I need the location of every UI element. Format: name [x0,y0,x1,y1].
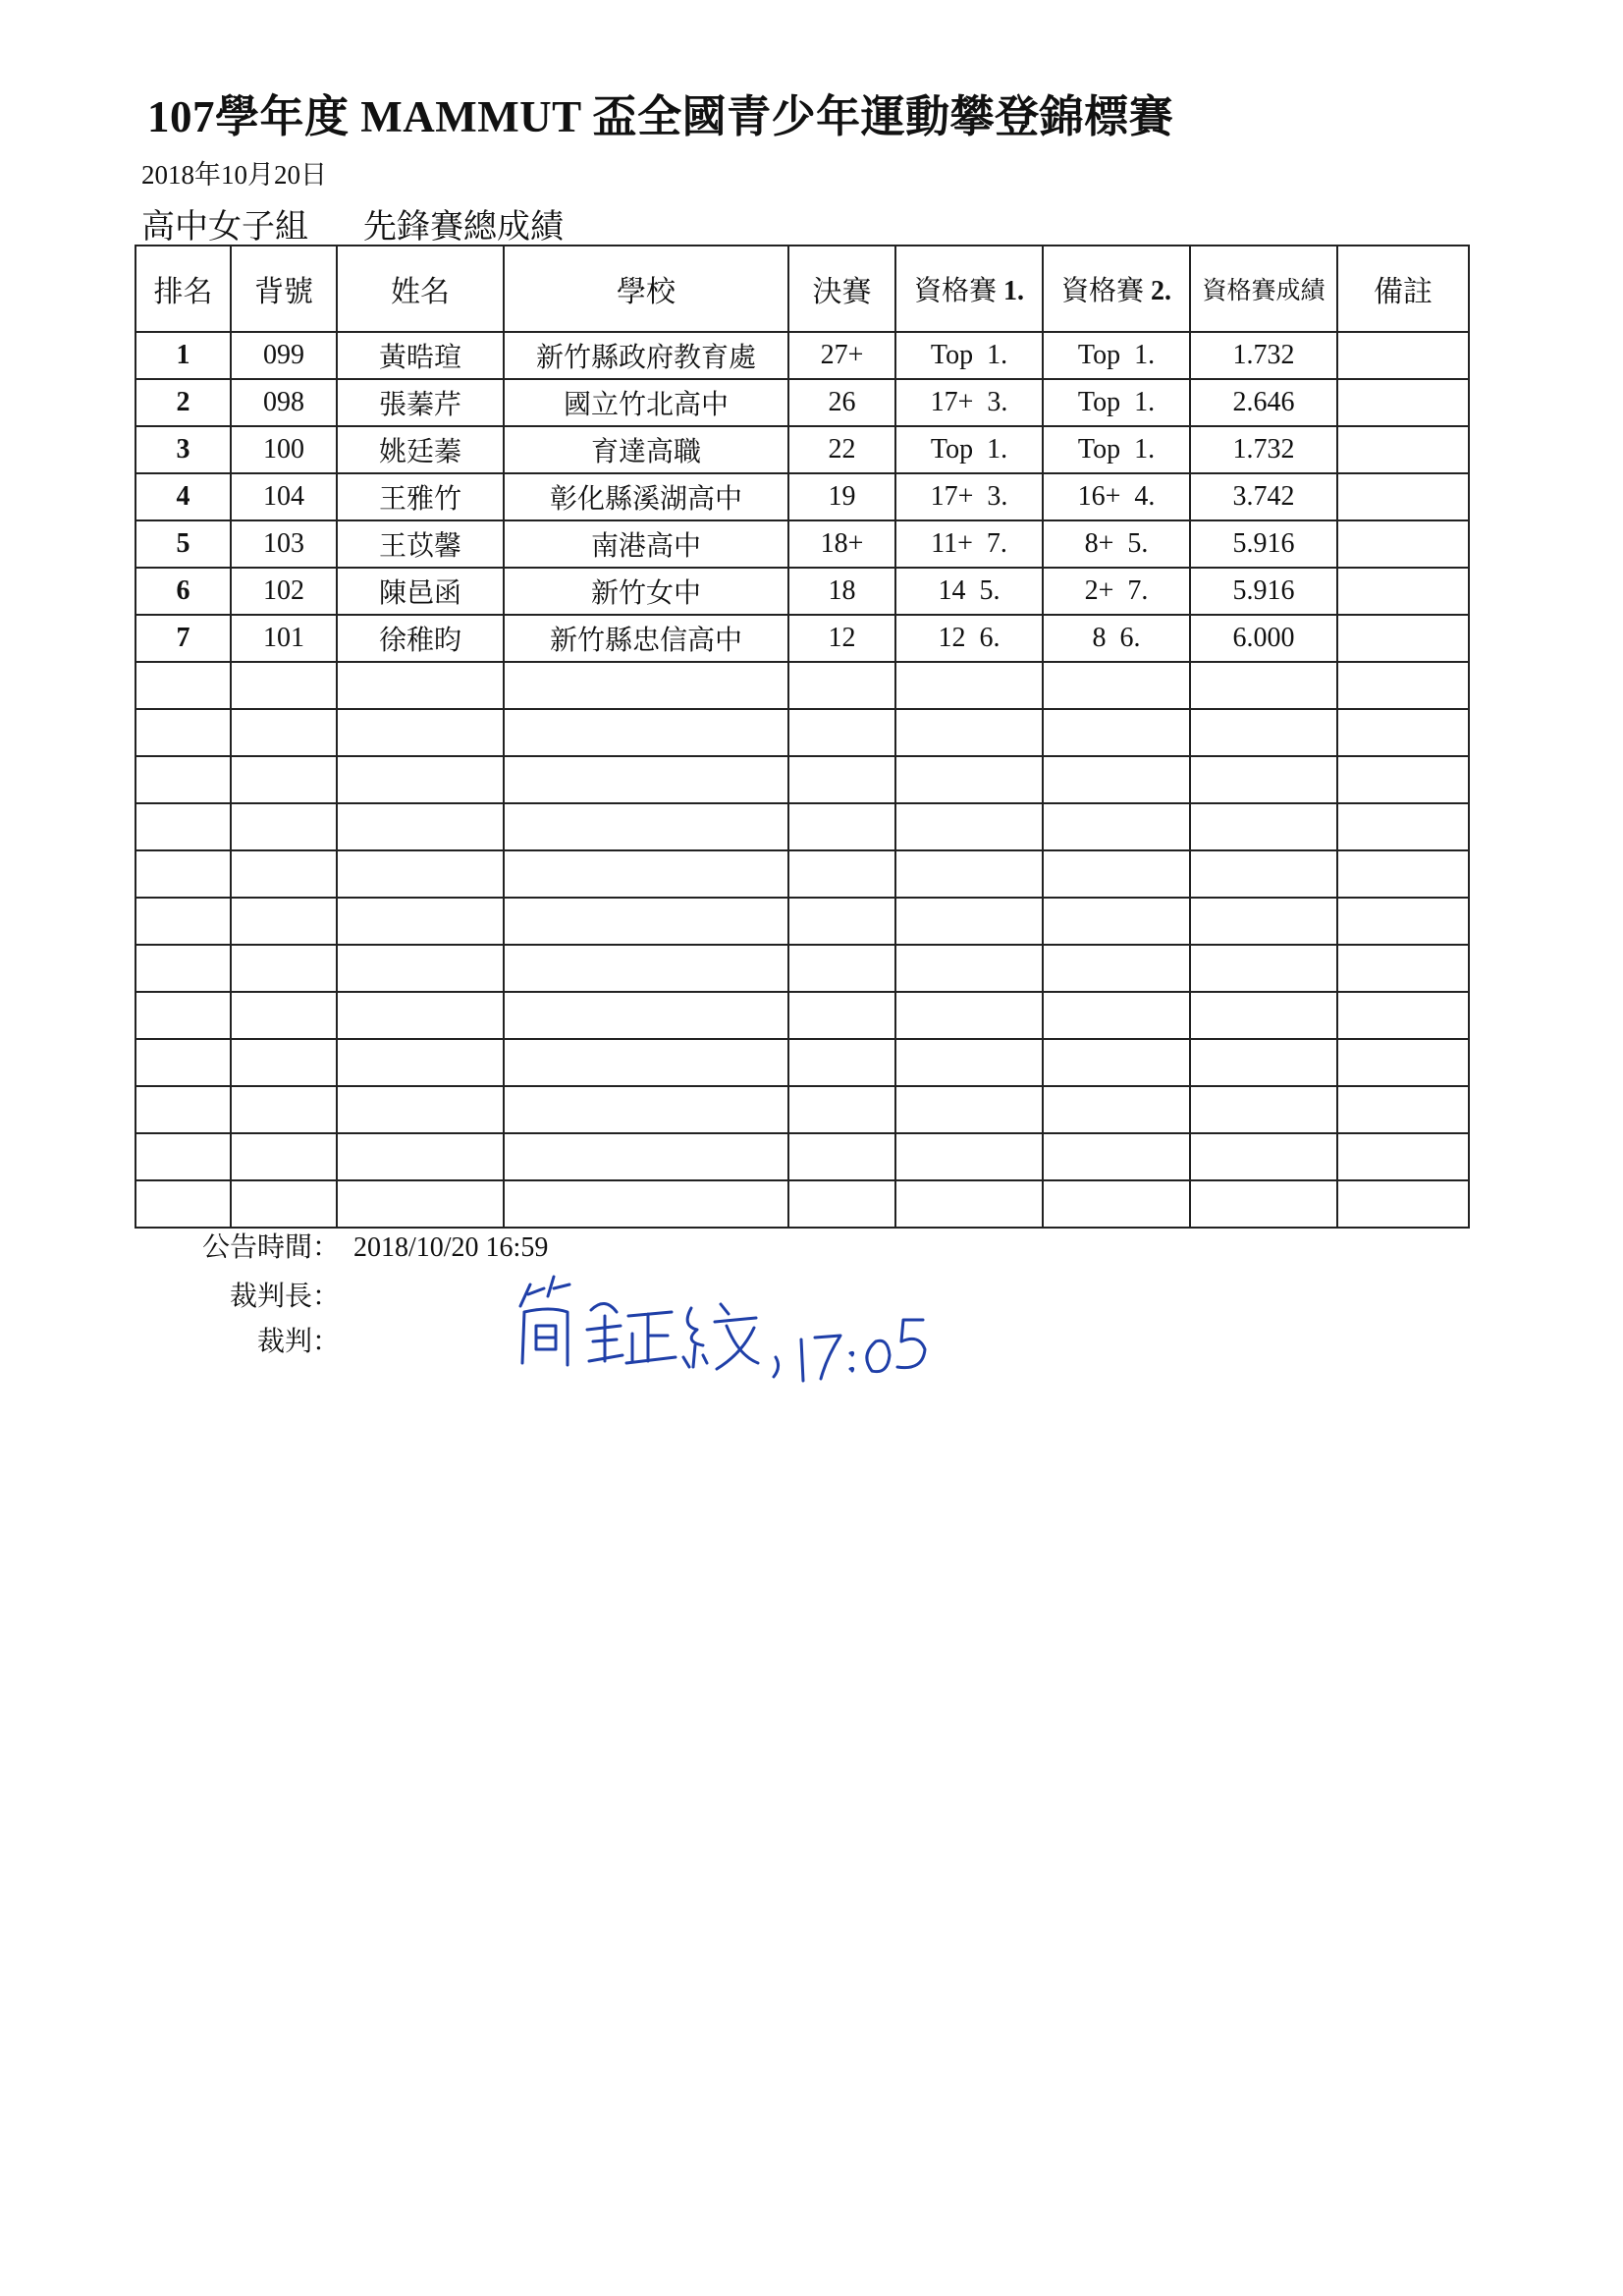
empty-row [135,850,1469,898]
col-header-rank: 排名 [135,246,231,332]
empty-cell [231,803,337,850]
empty-cell [788,662,895,709]
cell-qual-points: 3.742 [1190,473,1337,520]
empty-cell [231,992,337,1039]
cell-final: 18+ [788,520,895,568]
cell-q2-score: Top [1077,434,1121,465]
empty-cell [231,850,337,898]
cell-school: 新竹縣政府教育處 [504,332,788,379]
empty-cell [788,709,895,756]
cell-name: 黃晧瑄 [337,332,504,379]
event-label: 先鋒賽總成績 [363,207,564,246]
cell-rank: 4 [135,473,231,520]
table-row [135,615,1469,662]
empty-cell [504,850,788,898]
col-header-note: 備註 [1337,246,1469,332]
empty-cell [1043,1133,1190,1180]
empty-cell [1337,945,1469,992]
cell-name: 姚廷蓁 [337,426,504,473]
cell-q2-rank: 1. [1134,387,1156,417]
cell-rank: 6 [135,568,231,615]
empty-cell [231,1133,337,1180]
cell-q2-rank: 5. [1127,528,1149,559]
empty-cell [231,898,337,945]
empty-cell [1043,1039,1190,1086]
empty-row [135,1039,1469,1086]
cell-qual-points: 5.916 [1190,568,1337,615]
table-header-row [135,246,1469,332]
table-row [135,379,1469,426]
empty-row [135,709,1469,756]
cell-final: 18 [788,568,895,615]
cell-q1-rank: 3. [987,387,1008,417]
cell-note [1337,379,1469,426]
empty-cell [231,1180,337,1228]
empty-cell [1337,1133,1469,1180]
cell-bib: 100 [231,426,337,473]
cell-q1 [895,332,1043,379]
cell-q2-rank: 1. [1134,340,1156,370]
cell-bib: 099 [231,332,337,379]
cell-bib: 104 [231,473,337,520]
empty-cell [1190,756,1337,803]
empty-cell [1337,662,1469,709]
cell-q1 [895,520,1043,568]
empty-cell [788,1039,895,1086]
empty-cell [337,1086,504,1133]
cell-q2-rank: 1. [1134,434,1156,465]
cell-school: 國立竹北高中 [504,379,788,426]
empty-cell [1043,850,1190,898]
judge-label: 裁判： [256,1325,340,1357]
empty-cell [788,898,895,945]
empty-cell [337,992,504,1039]
cell-q1 [895,568,1043,615]
empty-cell [504,1180,788,1228]
cell-bib: 103 [231,520,337,568]
table-row [135,568,1469,615]
cell-q1 [895,615,1043,662]
empty-row [135,1180,1469,1228]
cell-final: 26 [788,379,895,426]
empty-cell [895,1133,1043,1180]
table-row [135,426,1469,473]
cell-rank: 1 [135,332,231,379]
empty-cell [135,1086,231,1133]
empty-cell [135,709,231,756]
cell-q1-rank: 6. [979,623,1001,653]
announce-time-label: 公告時間： [201,1230,340,1263]
empty-cell [135,1133,231,1180]
cell-bib: 098 [231,379,337,426]
cell-note [1337,332,1469,379]
cell-final: 27+ [788,332,895,379]
cell-school: 育達高職 [504,426,788,473]
empty-cell [337,709,504,756]
cell-q2 [1043,568,1190,615]
empty-cell [1337,709,1469,756]
empty-cell [504,898,788,945]
cell-name: 王苡馨 [337,520,504,568]
empty-cell [895,850,1043,898]
empty-row [135,756,1469,803]
empty-cell [504,1133,788,1180]
empty-cell [895,756,1043,803]
cell-bib: 101 [231,615,337,662]
cell-q2 [1043,615,1190,662]
empty-cell [504,992,788,1039]
cell-q2-score: 2+ [1084,575,1114,606]
empty-row [135,992,1469,1039]
empty-cell [231,662,337,709]
empty-cell [895,1086,1043,1133]
empty-cell [135,1039,231,1086]
cell-q2 [1043,520,1190,568]
empty-cell [1190,709,1337,756]
empty-cell [1337,992,1469,1039]
cell-q1 [895,473,1043,520]
empty-cell [337,1180,504,1228]
chief-judge-label: 裁判長： [229,1280,340,1312]
cell-note [1337,615,1469,662]
empty-cell [337,1039,504,1086]
empty-cell [231,709,337,756]
empty-cell [895,1039,1043,1086]
division-label: 高中女子組 [141,207,308,246]
announce-time-value: 2018/10/20 16:59 [353,1232,549,1263]
cell-q1-score: Top [930,434,974,465]
cell-q2-score: Top [1077,387,1121,417]
empty-cell [1190,662,1337,709]
empty-cell [1337,1180,1469,1228]
cell-q1-rank: 1. [987,434,1008,465]
cell-rank: 5 [135,520,231,568]
cell-q2-score: 8 [1092,623,1107,653]
empty-cell [1043,1180,1190,1228]
empty-cell [1337,898,1469,945]
empty-cell [895,662,1043,709]
empty-cell [895,1180,1043,1228]
empty-cell [788,945,895,992]
table-row [135,473,1469,520]
empty-cell [231,1039,337,1086]
cell-qual-points: 5.916 [1190,520,1337,568]
empty-cell [337,898,504,945]
empty-cell [1190,992,1337,1039]
empty-cell [504,945,788,992]
cell-rank: 7 [135,615,231,662]
event-date: 2018年10月20日 [141,160,327,190]
empty-cell [1190,1180,1337,1228]
cell-q2-score: 8+ [1084,528,1114,559]
cell-q1-rank: 1. [987,340,1008,370]
cell-q2 [1043,426,1190,473]
empty-cell [231,756,337,803]
empty-cell [337,803,504,850]
empty-cell [1190,1086,1337,1133]
cell-final: 22 [788,426,895,473]
cell-q2-score: 16+ [1077,481,1121,512]
empty-cell [895,803,1043,850]
empty-cell [135,898,231,945]
cell-q2-rank: 6. [1119,623,1141,653]
empty-cell [504,1039,788,1086]
empty-cell [504,709,788,756]
empty-cell [1043,803,1190,850]
empty-cell [135,850,231,898]
empty-cell [504,1086,788,1133]
empty-cell [504,803,788,850]
empty-cell [1043,756,1190,803]
empty-cell [337,850,504,898]
empty-cell [895,898,1043,945]
cell-q1-score: 14 [938,575,966,606]
empty-cell [1337,850,1469,898]
empty-row [135,945,1469,992]
document-title: 107學年度 MAMMUT 盃全國青少年運動攀登錦標賽 [147,92,1174,141]
empty-cell [788,1086,895,1133]
empty-cell [1190,850,1337,898]
empty-cell [1190,898,1337,945]
empty-cell [895,992,1043,1039]
cell-q1 [895,379,1043,426]
empty-cell [337,756,504,803]
cell-q1-score: 17+ [930,481,974,512]
empty-cell [1190,803,1337,850]
empty-cell [1337,756,1469,803]
empty-cell [788,850,895,898]
cell-rank: 2 [135,379,231,426]
cell-q2-rank: 7. [1127,575,1149,606]
empty-cell [788,756,895,803]
cell-final: 19 [788,473,895,520]
cell-bib: 102 [231,568,337,615]
empty-row [135,898,1469,945]
judge-row [192,1320,340,1359]
announce-time-row [192,1226,548,1265]
division-heading [141,199,564,247]
cell-name: 陳邑函 [337,568,504,615]
empty-cell [1043,1086,1190,1133]
empty-cell [895,709,1043,756]
cell-q2 [1043,332,1190,379]
empty-cell [1337,1039,1469,1086]
table-row [135,520,1469,568]
cell-q2 [1043,473,1190,520]
cell-q1 [895,426,1043,473]
cell-qual-points: 1.732 [1190,332,1337,379]
cell-school: 南港高中 [504,520,788,568]
empty-cell [1190,1133,1337,1180]
empty-cell [135,992,231,1039]
empty-cell [1337,1086,1469,1133]
cell-q1-rank: 3. [987,481,1008,512]
empty-cell [1043,662,1190,709]
empty-cell [337,945,504,992]
cell-q1-score: 11+ [931,528,973,559]
cell-final: 12 [788,615,895,662]
cell-qual-points: 1.732 [1190,426,1337,473]
cell-qual-points: 6.000 [1190,615,1337,662]
empty-cell [788,992,895,1039]
col-header-bib: 背號 [231,246,337,332]
empty-cell [135,803,231,850]
empty-cell [337,1133,504,1180]
empty-cell [1190,945,1337,992]
empty-cell [135,662,231,709]
empty-cell [135,756,231,803]
empty-cell [895,945,1043,992]
judge-signature [511,1247,962,1385]
cell-q1-score: 17+ [930,387,974,417]
chief-judge-row [192,1275,340,1314]
col-header-qual-2: 資格賽 2. [1043,246,1190,332]
cell-note [1337,568,1469,615]
results-table [135,245,1470,1229]
cell-q1-rank: 5. [979,575,1001,606]
empty-cell [788,803,895,850]
col-header-qual-points: 資格賽成績 [1190,246,1337,332]
cell-note [1337,520,1469,568]
table-row [135,332,1469,379]
cell-qual-points: 2.646 [1190,379,1337,426]
cell-rank: 3 [135,426,231,473]
cell-q2 [1043,379,1190,426]
empty-cell [231,945,337,992]
empty-cell [337,662,504,709]
empty-row [135,1133,1469,1180]
col-header-school: 學校 [504,246,788,332]
cell-name: 王雅竹 [337,473,504,520]
empty-cell [231,1086,337,1133]
cell-school: 新竹女中 [504,568,788,615]
empty-cell [1190,1039,1337,1086]
cell-q1-score: Top [930,340,974,370]
empty-cell [504,756,788,803]
empty-cell [135,945,231,992]
empty-cell [1337,803,1469,850]
empty-cell [135,1180,231,1228]
cell-name: 徐稚昀 [337,615,504,662]
empty-cell [1043,709,1190,756]
empty-cell [788,1180,895,1228]
cell-q2-score: Top [1077,340,1121,370]
empty-row [135,662,1469,709]
cell-note [1337,473,1469,520]
empty-row [135,803,1469,850]
col-header-name: 姓名 [337,246,504,332]
empty-cell [788,1133,895,1180]
empty-cell [504,662,788,709]
cell-q1-rank: 7. [986,528,1007,559]
cell-q1-score: 12 [938,623,966,653]
cell-school: 新竹縣忠信高中 [504,615,788,662]
col-header-final: 決賽 [788,246,895,332]
empty-cell [1043,898,1190,945]
empty-cell [1043,945,1190,992]
empty-row [135,1086,1469,1133]
cell-q2-rank: 4. [1134,481,1156,512]
col-header-qual-1: 資格賽 1. [895,246,1043,332]
cell-note [1337,426,1469,473]
empty-cell [1043,992,1190,1039]
cell-name: 張蓁芹 [337,379,504,426]
cell-school: 彰化縣溪湖高中 [504,473,788,520]
